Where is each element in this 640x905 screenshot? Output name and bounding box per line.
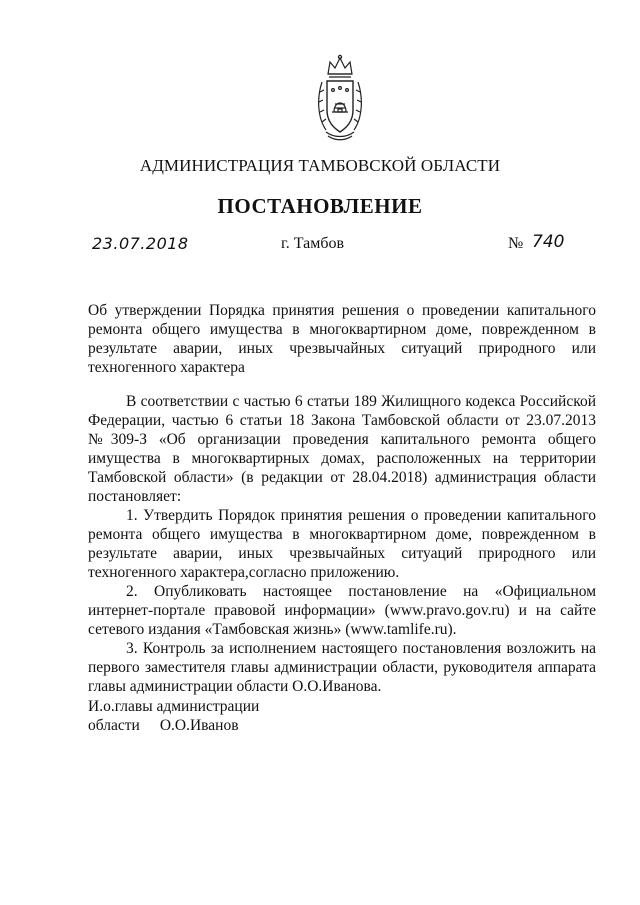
agency-title: АДМИНИСТРАЦИЯ ТАМБОВСКОЙ ОБЛАСТИ (139, 156, 501, 175)
document-number-label: № (508, 235, 524, 252)
signatory-name: О.О.Иванов (159, 717, 239, 734)
document-date: 23.07.2018 (92, 234, 189, 253)
document-type-title: ПОСТАНОВЛЕНИЕ (217, 194, 423, 218)
body-paragraph: 3. Контроль за исполнением настоящего постановления возложить на первого заместителя главы администрации области, руководителя аппарата главы администрации области О.О.Иванова. (88, 640, 596, 695)
document-number: 740 (532, 232, 565, 252)
document-body (88, 392, 596, 696)
document-city: г. Тамбов (281, 235, 345, 252)
signature-line (88, 716, 259, 735)
signature-title-cont: области (88, 717, 140, 734)
body-paragraph: 2. Опубликовать настоящее постановление на «Официальном интернет-портале правовой информации» (www.pravo.gov.ru) и на сайте сетевого издания «Тамбовская жизнь» (www.tamlife.ru). (88, 583, 596, 638)
body-paragraph: В соответствии с частью 6 статьи 189 Жилищного кодекса Российской Федерации, частью 6 статьи 18 Закона Тамбовской области от 23.07.2013 №309-З «Об организации проведения капитального ремонта общего имущества в многоквартирных домах, расположенных на территории Тамбовской области» (в редакции от 28.04.2018) администрация области постановляет: (88, 393, 596, 505)
signature-block (88, 697, 259, 735)
coat-of-arms-icon (314, 52, 366, 142)
document-subject: Об утверждении Порядка принятия решения о проведении капитального ремонта общего имущества в многоквартирном доме, поврежденном в результате аварии, иных чрезвычайных ситуаций природного или техногенного характера (88, 302, 596, 376)
signature-title: И.о.главы администрации (88, 698, 260, 715)
body-paragraph: 1. Утвердить Порядок принятия решения о проведении капитального ремонта общего имущества в многоквартирном доме, поврежденном в результате аварии, иных чрезвычайных ситуаций природного или техногенного характера,согласно приложению. (88, 507, 596, 581)
